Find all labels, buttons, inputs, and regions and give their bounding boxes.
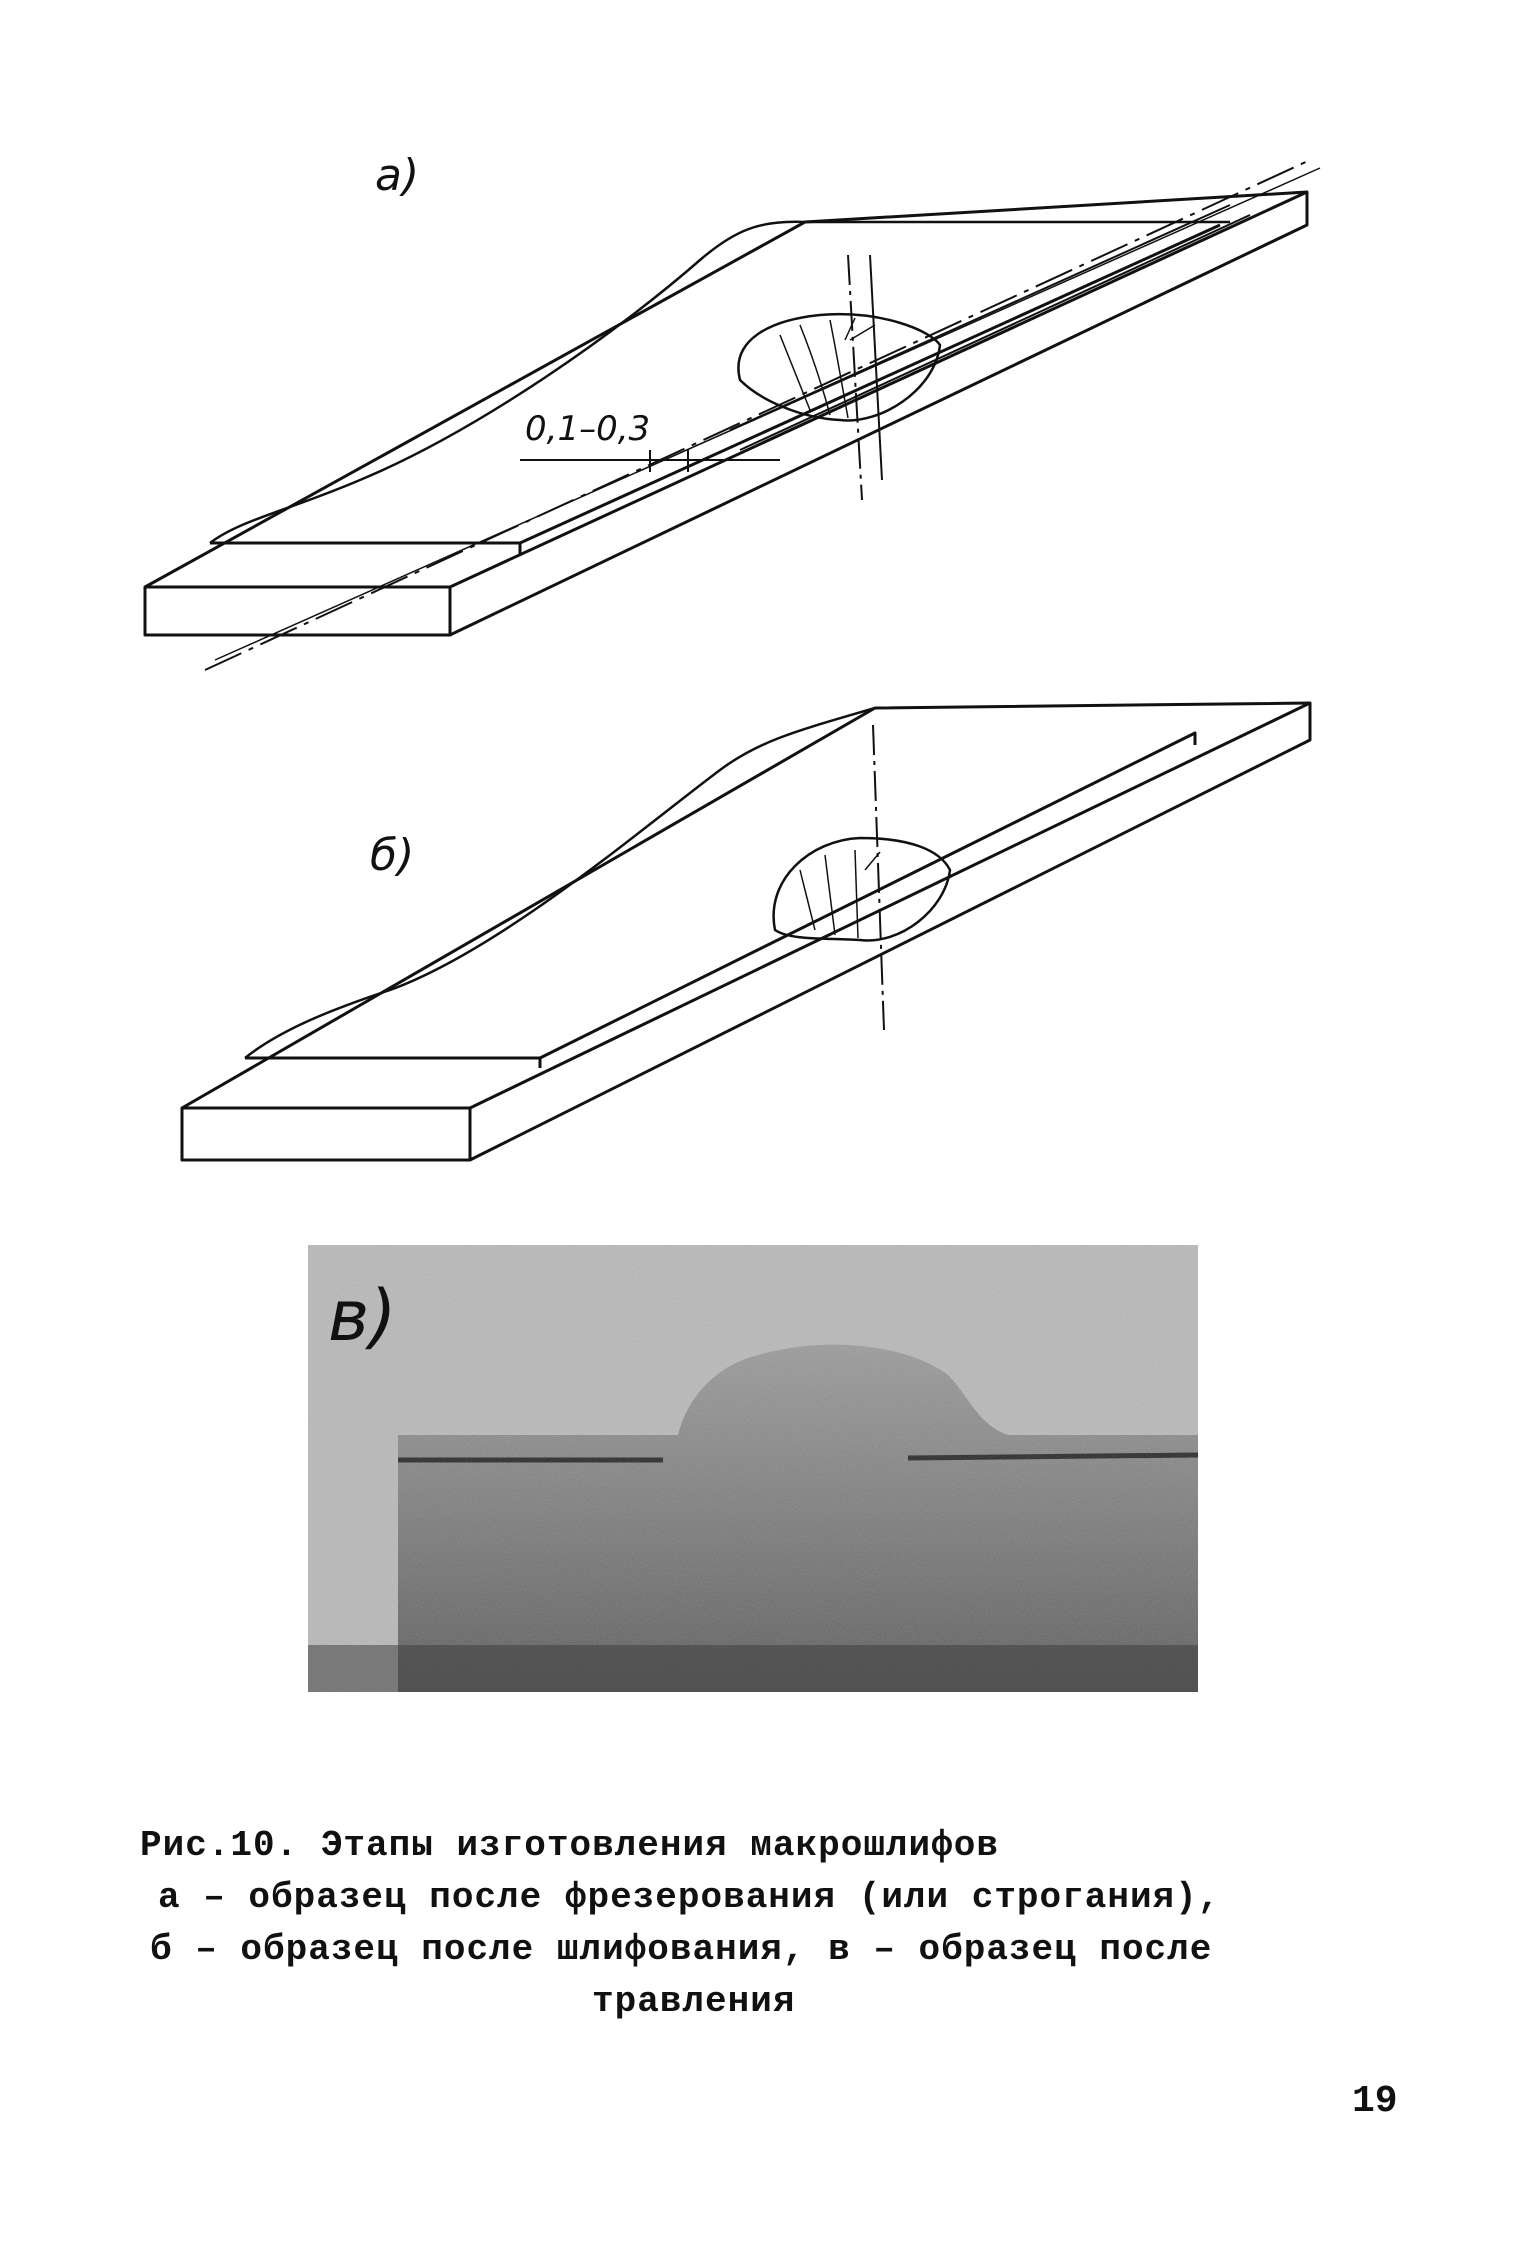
caption-title: Рис.10. Этапы изготовления макрошлифов [140, 1825, 999, 1866]
caption-line-3: травления [592, 1981, 796, 2022]
label-b: б) [370, 830, 415, 881]
caption-line-2: б – образец после шлифования, в – образец после [150, 1929, 1213, 1970]
specimen-a-sketch [145, 160, 1320, 670]
figure-caption [140, 1820, 1400, 2028]
label-a: а) [375, 150, 420, 201]
etched-specimen-photo [308, 1245, 1198, 1692]
specimen-b-sketch [182, 703, 1310, 1160]
dimension-label: 0,1–0,3 [525, 409, 651, 449]
label-v: в) [328, 1275, 397, 1357]
page-number: 19 [1352, 2080, 1398, 2123]
caption-line-1: а – образец после фрезерования (или строгания), [158, 1877, 1221, 1918]
